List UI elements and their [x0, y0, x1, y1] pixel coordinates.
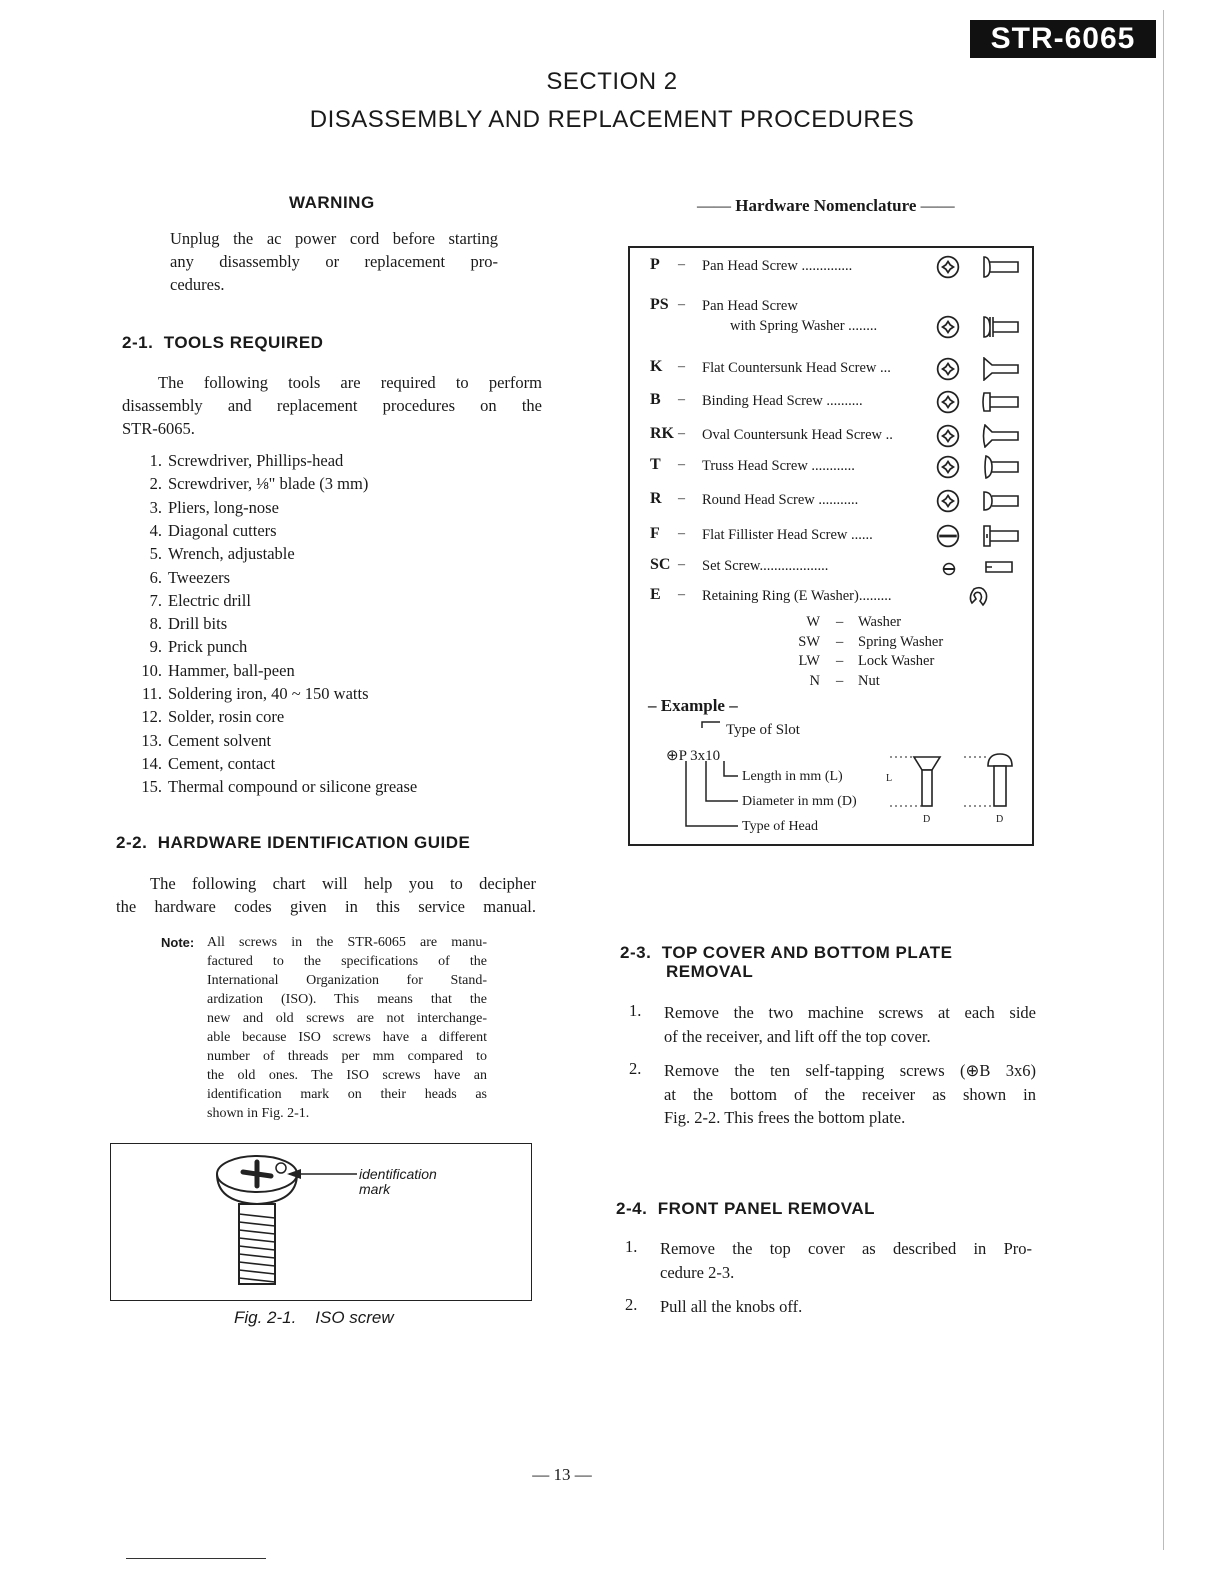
hardware-guide-intro — [116, 872, 536, 918]
phillips-circle-icon — [936, 315, 960, 344]
example-code — [666, 746, 720, 765]
screw-profile-icon — [982, 357, 1020, 386]
step-line: Fig. 2-2. This frees the bottom plate. — [664, 1108, 906, 1127]
list-number: 11. — [141, 684, 162, 703]
front-panel-heading — [616, 1199, 875, 1219]
iso-screw-figure — [110, 1143, 532, 1301]
heading-number: 2-3. — [620, 943, 652, 962]
intro-line: STR-6065. — [122, 419, 195, 438]
note-line: number of threads per mm compared to — [207, 1049, 487, 1064]
heading-number: 2-4. — [616, 1199, 648, 1218]
warning-line: any disassembly or replacement pro- — [170, 252, 498, 271]
figure-label-mark: mark — [359, 1181, 391, 1197]
suffix-label: Lock Washer — [858, 653, 935, 669]
hw-code: T — [650, 456, 661, 473]
note-line: All screws in the STR-6065 are manu- — [207, 935, 487, 950]
hw-dash: – — [678, 457, 685, 472]
e-ring-profile-icon — [966, 585, 1004, 614]
hw-code: SC — [650, 556, 671, 573]
list-number: 9. — [149, 637, 162, 657]
heading-text: FRONT PANEL REMOVAL — [657, 1199, 876, 1218]
tools-list-item — [140, 614, 227, 634]
hw-dash: – — [678, 426, 685, 441]
hw-label: Oval Countersunk Head Screw .. — [702, 427, 893, 443]
hw-label: Round Head Screw ........... — [702, 492, 859, 508]
slotted-circle-icon — [936, 524, 960, 553]
tools-list-item — [140, 544, 295, 564]
step-text — [664, 1059, 1036, 1130]
phillips-circle-icon — [936, 489, 960, 518]
nomenclature-title: —— Hardware Nomenclature —— — [697, 196, 955, 215]
tools-list-item — [140, 661, 295, 681]
tools-heading — [122, 333, 323, 353]
nomenclature-box — [628, 246, 1034, 846]
list-number: 13. — [141, 730, 162, 750]
example-code-text: P 3x10 — [678, 748, 721, 764]
hw-code: F — [650, 525, 660, 542]
suffix-dash: – — [836, 672, 844, 689]
suffix-code: W — [806, 614, 820, 630]
list-number: 14. — [141, 753, 162, 773]
screw-profile-icon — [982, 455, 1020, 484]
step-text — [660, 1295, 1032, 1319]
hw-dash: – — [678, 297, 685, 312]
suffix-code: LW — [798, 653, 820, 669]
label-l: L — [886, 773, 893, 784]
hardware-guide-heading — [116, 833, 470, 853]
suffix-code: SW — [798, 633, 820, 650]
hw-label: Retaining Ring (E Washer)......... — [702, 588, 892, 604]
example-title: – Example – — [648, 696, 738, 715]
page-edge-line — [1163, 10, 1164, 1550]
section-number: SECTION 2 — [546, 68, 678, 95]
list-number: 10. — [141, 660, 162, 680]
page-number: — 13 — — [532, 1465, 592, 1484]
intro-line: disassembly and replacement procedures on the — [122, 396, 542, 415]
heading-text: TOOLS REQUIRED — [163, 333, 324, 352]
list-text: Screwdriver, ⅛" blade (3 mm) — [168, 474, 369, 494]
list-text: Hammer, ball-peen — [168, 660, 295, 680]
step-line: Remove the top cover as described in Pro- — [660, 1239, 1032, 1258]
list-text: Screwdriver, Phillips-head — [168, 451, 344, 470]
suffix-dash: – — [836, 614, 844, 630]
screw-profile-icon — [982, 555, 1020, 584]
list-number: 2. — [149, 474, 162, 494]
suffix-label: Washer — [858, 614, 902, 630]
suffix-code: N — [809, 672, 820, 689]
heading-text: TOP COVER AND BOTTOM PLATE — [661, 943, 953, 962]
note-line: ardization (ISO). This means that the — [207, 992, 487, 1007]
list-number: 8. — [149, 614, 162, 634]
hw-code: E — [650, 586, 661, 603]
list-number: 12. — [141, 707, 162, 727]
list-number: 3. — [149, 497, 162, 517]
nomenclature-title-text: Hardware Nomenclature — [735, 196, 917, 215]
figure-label-identification: identification — [359, 1166, 437, 1182]
set-screw-icon — [942, 562, 956, 581]
label-d-2: D — [996, 814, 1004, 825]
note-label: Note: — [161, 935, 195, 950]
hw-label: Binding Head Screw .......... — [702, 393, 863, 409]
step-line: Pull all the knobs off. — [660, 1297, 803, 1316]
note-line: shown in Fig. 2-1. — [207, 1106, 310, 1121]
hw-dash: – — [678, 526, 685, 541]
tools-list-item — [140, 568, 230, 588]
tools-list-item — [140, 777, 417, 797]
warning-title: WARNING — [289, 193, 375, 212]
hw-dash: – — [678, 557, 685, 572]
step-line: of the receiver, and lift off the top cover. — [664, 1026, 931, 1046]
note-line: new and old screws are not interchange- — [207, 1011, 487, 1026]
warning-line: cedures. — [170, 275, 225, 294]
model-badge: STR-6065 — [970, 20, 1156, 58]
list-text: Pliers, long-nose — [168, 497, 279, 517]
list-number: 1. — [149, 451, 162, 470]
phillips-circle-icon — [936, 255, 960, 284]
step-number: 1. — [625, 1237, 638, 1256]
hw-dash: – — [678, 587, 685, 602]
hw-label: Flat Countersunk Head Screw ... — [702, 360, 891, 376]
tools-list-item — [140, 754, 275, 774]
label-d-1: D — [923, 814, 931, 825]
note-line: International Organization for Stand- — [207, 973, 487, 988]
list-text: Wrench, adjustable — [168, 544, 295, 564]
list-text: Electric drill — [168, 590, 251, 610]
hw-code: P — [650, 256, 660, 273]
suffix-label: Spring Washer — [858, 633, 944, 650]
tools-list-item — [140, 474, 368, 494]
tools-list-item — [140, 637, 247, 657]
warning-text — [170, 227, 498, 296]
phillips-circle-icon — [936, 390, 960, 419]
top-cover-heading — [620, 943, 952, 963]
list-text: Tweezers — [168, 567, 231, 587]
step-text — [660, 1237, 1032, 1284]
step-line: at the bottom of the receiver as shown in — [664, 1084, 1036, 1104]
intro-line: the hardware codes given in this service manual. — [116, 897, 536, 916]
phillips-circle-icon — [936, 357, 960, 386]
list-number: 4. — [149, 520, 162, 540]
step-number: 2. — [629, 1059, 642, 1078]
tools-list-item — [140, 451, 343, 471]
hw-code: RK — [650, 425, 674, 442]
figure-caption-text: ISO screw — [315, 1308, 394, 1327]
hw-dash: – — [678, 257, 685, 272]
warning-line: Unplug the ac power cord before starting — [170, 229, 498, 248]
tools-intro — [122, 371, 542, 440]
hw-code: PS — [650, 296, 669, 313]
list-number: 6. — [149, 567, 162, 587]
label-slot: Type of Slot — [726, 722, 800, 738]
tools-list-item — [140, 731, 271, 751]
list-text: Soldering iron, 40 ~ 150 watts — [168, 684, 369, 703]
phillips-circle-icon — [936, 455, 960, 484]
note-line: identification mark on their heads as — [207, 1087, 487, 1102]
tools-list-item — [140, 707, 284, 727]
screw-profile-icon — [982, 489, 1020, 518]
tools-list-item — [140, 591, 251, 611]
step-number: 2. — [625, 1295, 638, 1314]
heading-number: 2-2. — [116, 833, 148, 852]
list-number: 5. — [149, 544, 162, 564]
intro-line: The following chart will help you to decipher — [150, 874, 536, 893]
step-line: Remove the ten self-tapping screws (⊕B 3x6) — [664, 1061, 1036, 1080]
list-text: Thermal compound or silicone grease — [168, 777, 418, 797]
footer-rule — [126, 1558, 266, 1559]
hw-label: Flat Fillister Head Screw ...... — [702, 527, 873, 543]
suffix-dash: – — [836, 633, 844, 650]
hw-label: Pan Head Screw — [702, 298, 798, 314]
phillips-circle-icon — [936, 424, 960, 453]
section-title: DISASSEMBLY AND REPLACEMENT PROCEDURES — [309, 106, 915, 133]
list-number: 7. — [149, 590, 162, 610]
note-line: factured to the specifications of the — [207, 954, 487, 969]
hw-code: K — [650, 358, 663, 375]
step-number: 1. — [629, 1001, 642, 1020]
list-text: Prick punch — [168, 637, 248, 657]
iso-screw-drawing — [111, 1144, 531, 1300]
suffix-dash: – — [836, 653, 844, 669]
note-text — [207, 933, 487, 1123]
list-text: Cement, contact — [168, 753, 276, 773]
screw-profile-icon — [982, 524, 1020, 553]
note-line: the old ones. The ISO screws have an — [207, 1068, 487, 1083]
hw-dash: – — [678, 491, 685, 506]
figure-caption-number: Fig. 2-1. — [234, 1308, 297, 1327]
hw-dash: – — [678, 359, 685, 374]
top-cover-heading-line2: REMOVAL — [666, 962, 754, 981]
step-line: cedure 2-3. — [660, 1262, 735, 1282]
suffix-label: Nut — [858, 672, 880, 689]
list-number: 15. — [141, 777, 162, 797]
figure-caption — [234, 1308, 394, 1328]
hw-label: Pan Head Screw .............. — [702, 258, 853, 274]
tools-list-item — [140, 498, 279, 518]
label-length: Length in mm (L) — [742, 769, 843, 784]
hw-label: Truss Head Screw ............ — [702, 458, 855, 474]
screw-profile-icon — [982, 390, 1020, 419]
hw-code: R — [650, 490, 662, 507]
step-line: Remove the two machine screws at each side — [664, 1003, 1036, 1022]
note-line: able because ISO screws have a different — [207, 1030, 487, 1045]
list-text: Diagonal cutters — [168, 520, 277, 540]
screw-profile-icon — [982, 255, 1020, 284]
phillips-small-icon: ⊕ — [666, 748, 679, 764]
heading-text: HARDWARE IDENTIFICATION GUIDE — [157, 833, 471, 852]
step-text — [664, 1001, 1036, 1048]
hw-label: Set Screw................... — [702, 558, 829, 574]
hw-dash: – — [678, 392, 685, 407]
list-text: Cement solvent — [168, 730, 272, 750]
hw-label-line2: with Spring Washer ........ — [730, 318, 878, 334]
hw-code: B — [650, 391, 661, 408]
label-head: Type of Head — [742, 819, 818, 834]
intro-line: The following tools are required to perform — [158, 373, 542, 392]
list-text: Solder, rosin core — [168, 707, 285, 727]
tools-list-item — [140, 684, 369, 704]
heading-number: 2-1. — [122, 333, 154, 352]
screw-profile-icon — [982, 424, 1020, 453]
tools-list-item — [140, 521, 277, 541]
label-diameter: Diameter in mm (D) — [742, 794, 857, 809]
screw-profile-icon — [982, 315, 1020, 344]
list-text: Drill bits — [168, 614, 228, 634]
